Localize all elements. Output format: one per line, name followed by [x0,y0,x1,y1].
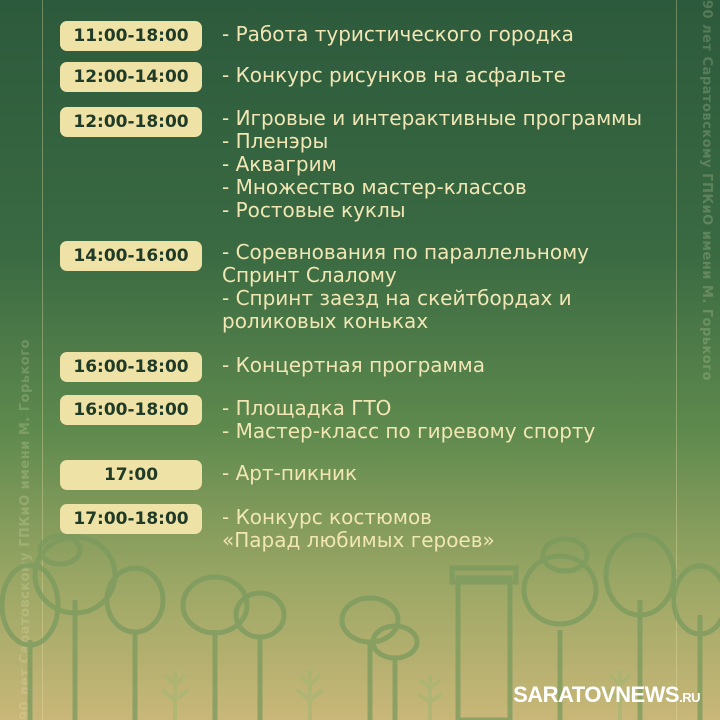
event-item: - Пленэры [222,129,329,153]
event-item: - Мастер-класс по гиревому спорту [222,419,596,443]
event-list [222,64,692,87]
event-item: - Соревнования по параллельному [222,240,590,264]
event-list [222,397,692,443]
event-list [222,23,692,46]
brand-suffix: .RU [679,690,700,705]
event-list [222,241,692,333]
event-item: Спринт Слалому [222,263,397,287]
time-badge: 16:00-18:00 [60,395,202,425]
time-badge: 12:00-18:00 [60,107,202,137]
event-item: - Игровые и интерактивные программы [222,106,643,130]
time-badge: 17:00-18:00 [60,504,202,534]
event-item: «Парад любимых героев» [222,528,495,552]
event-item: - Множество мастер-классов [222,175,527,199]
time-badge: 14:00-16:00 [60,241,202,271]
brand-name: SARATOVNEWS [513,682,680,707]
time-badge: 11:00-18:00 [60,21,202,51]
event-item: - Концертная программа [222,353,485,377]
event-item: роликовых коньках [222,309,429,333]
event-item: - Конкурс костюмов [222,505,432,529]
event-item: - Конкурс рисунков на асфальте [222,63,566,87]
event-item: - Аквагрим [222,152,337,176]
event-item: - Работа туристического городка [222,22,574,46]
event-list [222,462,692,485]
watermark-left: 90 лет Саратовскому ГПКиО имени М. Горького [18,339,33,720]
event-list [222,107,692,222]
event-list [222,354,692,377]
time-badge: 17:00 [60,460,202,490]
event-item: - Ростовые куклы [222,198,406,222]
event-list [222,506,692,552]
event-item: - Спринт заезд на скейтбордах и [222,286,572,310]
event-item: - Площадка ГТО [222,396,392,420]
watermark-right: 90 лет Саратовскому ГПКиО имени М. Горького [699,0,714,381]
event-item: - Арт-пикник [222,461,358,485]
time-badge: 16:00-18:00 [60,352,202,382]
brand-logo [513,682,700,708]
time-badge: 12:00-14:00 [60,62,202,92]
